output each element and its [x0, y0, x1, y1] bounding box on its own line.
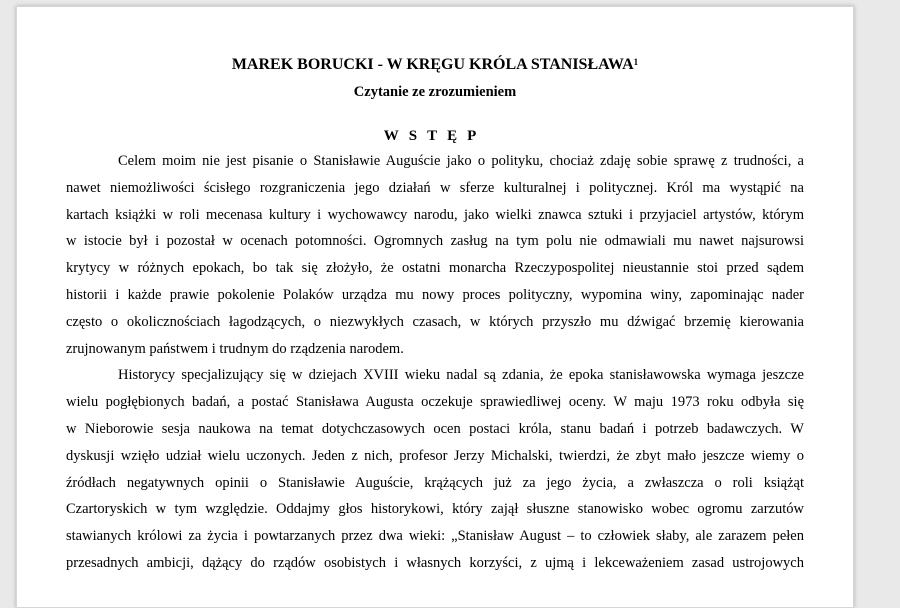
paragraph-line: zrujnowanym państwem i trudnym do rządzenia narodem.	[66, 340, 404, 357]
paragraph-line: stawianych królowi za życia i powtarzanych przez dwa wieki: „Stanisław August – to człowiek słaby, ale zarazem pełen	[66, 528, 804, 545]
paragraph-line: Celem moim nie jest pisanie o Stanisławie Auguście jako o polityku, chociaż zdaję sobie sprawę z trudności, a	[118, 153, 804, 169]
document-title	[66, 54, 804, 76]
document-subtitle: Czytanie ze zrozumieniem	[353, 84, 517, 100]
paragraph-line: dyskusji wzięło udział wielu uczonych. Jeden z nich, profesor Jerzy Michalski, twierdzi, że zbyt mało jeszcze wiemy o	[66, 447, 804, 464]
section-heading: WSTĘP	[383, 128, 487, 144]
paragraph-line: historii i każde prawie pokolenie Polaków urządza mu nowy proces polityczny, wypomina winy, zapominając nader	[66, 286, 804, 303]
paragraph-line: w Nieborowie sesja naukowa na temat dotychczasowych ocen postaci króla, stanu badań i potrzeb badawczych. W	[66, 420, 804, 437]
paragraph-line: kartach książki w roli mecenasa kultury i wychowawcy narodu, jako wielki znawca sztuki i przyjaciel artystów, którym	[66, 206, 804, 223]
paragraph-line: przesadnych ambicji, dążący do rządów osobistych i własnych korzyści, z ujmą i lekceważeniem zasad ustrojowych	[66, 554, 804, 571]
paragraph-line: w istocie był i pozostał w ocenach potomności. Ogromnych zasług na tym polu nie odmawiali mu nawet najsurowsi	[66, 233, 804, 250]
paragraph-line: Historycy specjalizujący się w dziejach XVIII wieku nadal są zdania, że epoka stanisławowska wymaga jeszcze	[118, 367, 804, 384]
paragraph-line: nawet niemożliwości ścisłego rozgraniczenia jego działań w sferze kulturalnej i politycznej. Król ma wystąpić na	[66, 179, 804, 196]
document-content	[66, 54, 804, 577]
paragraph-1	[66, 148, 804, 362]
document-title-text: MAREK BORUCKI - W KRĘGU KRÓLA STANISŁAWA	[231, 56, 634, 73]
paragraph-line: często o okolicznościach łagodzących, o niezwykłych czasach, w których przyszło mu dźwigać brzemię kierowania	[66, 313, 804, 330]
title-footnote-marker: 1	[633, 57, 639, 67]
paragraph-line: źródłach negatywnych opinii o Stanisławie Auguście, krążących już za jego życia, a zwłaszcza o roli książąt	[66, 474, 804, 491]
document-page	[16, 6, 854, 608]
paragraph-line: krytycy w różnych epokach, bo tak się złożyło, że ostatni monarcha Rzeczypospolitej nieustannie stoi przed sądem	[66, 260, 804, 277]
paragraph-line: wielu pogłębionych badań, a postać Stanisława Augusta oczekuje sprawiedliwej oceny. W maju 1973 roku odbyła się	[66, 394, 804, 411]
paragraph-2	[66, 362, 804, 576]
paragraph-line: Czartoryskich w tym względzie. Oddajmy głos historykowi, który zajął słuszne stanowisko wobec ogromu zarzutów	[66, 501, 804, 518]
